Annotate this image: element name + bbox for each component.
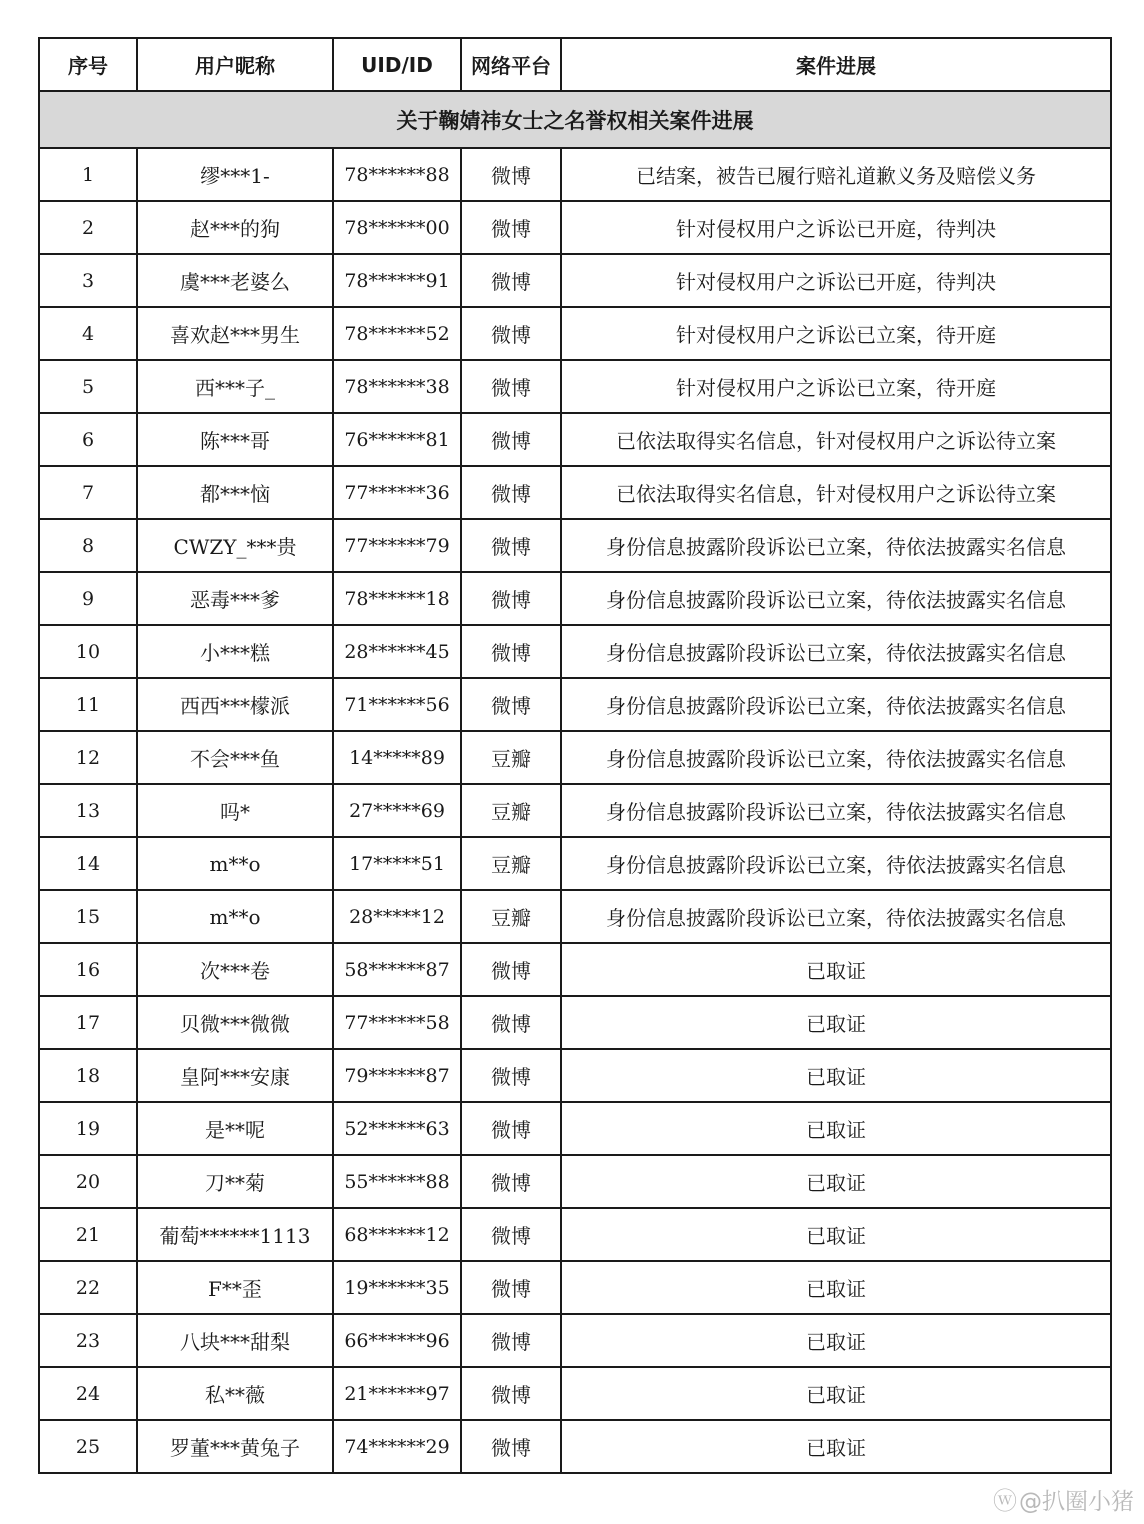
cell-uid: 58******87 — [333, 943, 461, 996]
table-title: 关于鞠婧祎女士之名誉权相关案件进展 — [39, 91, 1111, 148]
table-row — [39, 572, 1111, 625]
cell-platform: 微博 — [461, 1367, 561, 1420]
cell-uid: 28******45 — [333, 625, 461, 678]
table-row — [39, 678, 1111, 731]
cell-platform: 微博 — [461, 1420, 561, 1473]
cell-progress: 已取证 — [561, 1420, 1111, 1473]
table-row — [39, 731, 1111, 784]
cell-nickname: 私**薇 — [137, 1367, 333, 1420]
cell-progress: 已取证 — [561, 1049, 1111, 1102]
cell-uid: 76******81 — [333, 413, 461, 466]
cell-uid: 28*****12 — [333, 890, 461, 943]
cell-no: 21 — [39, 1208, 137, 1261]
cell-progress: 已取证 — [561, 943, 1111, 996]
table-row — [39, 360, 1111, 413]
cell-platform: 微博 — [461, 148, 561, 201]
cell-uid: 79******87 — [333, 1049, 461, 1102]
header-no: 序号 — [39, 38, 137, 91]
cell-no: 13 — [39, 784, 137, 837]
cell-progress: 身份信息披露阶段诉讼已立案，待依法披露实名信息 — [561, 572, 1111, 625]
cell-uid: 71******56 — [333, 678, 461, 731]
cell-no: 10 — [39, 625, 137, 678]
cell-progress: 身份信息披露阶段诉讼已立案，待依法披露实名信息 — [561, 731, 1111, 784]
cell-nickname: 皇阿***安康 — [137, 1049, 333, 1102]
cell-progress: 身份信息披露阶段诉讼已立案，待依法披露实名信息 — [561, 784, 1111, 837]
cell-progress: 已取证 — [561, 1261, 1111, 1314]
cell-progress: 已取证 — [561, 1314, 1111, 1367]
table-row — [39, 307, 1111, 360]
cell-platform: 豆瓣 — [461, 837, 561, 890]
cell-no: 23 — [39, 1314, 137, 1367]
cell-no: 15 — [39, 890, 137, 943]
table-row — [39, 148, 1111, 201]
cell-progress: 已取证 — [561, 1102, 1111, 1155]
table-row — [39, 890, 1111, 943]
cell-nickname: 八块***甜梨 — [137, 1314, 333, 1367]
cell-platform: 微博 — [461, 943, 561, 996]
cell-progress: 针对侵权用户之诉讼已立案，待开庭 — [561, 307, 1111, 360]
cell-platform: 微博 — [461, 1208, 561, 1261]
cell-no: 20 — [39, 1155, 137, 1208]
cell-no: 19 — [39, 1102, 137, 1155]
cell-platform: 微博 — [461, 1102, 561, 1155]
cell-nickname: 小***糕 — [137, 625, 333, 678]
cell-platform: 微博 — [461, 466, 561, 519]
cell-no: 7 — [39, 466, 137, 519]
cell-platform: 微博 — [461, 625, 561, 678]
cell-no: 22 — [39, 1261, 137, 1314]
table-header — [39, 38, 1111, 91]
case-progress-table — [38, 37, 1112, 1474]
cell-platform: 微博 — [461, 307, 561, 360]
cell-progress: 针对侵权用户之诉讼已开庭，待判决 — [561, 201, 1111, 254]
cell-platform: 豆瓣 — [461, 784, 561, 837]
cell-platform: 微博 — [461, 996, 561, 1049]
cell-uid: 17*****51 — [333, 837, 461, 890]
cell-no: 4 — [39, 307, 137, 360]
cell-nickname: F**歪 — [137, 1261, 333, 1314]
cell-progress: 身份信息披露阶段诉讼已立案，待依法披露实名信息 — [561, 837, 1111, 890]
cell-no: 16 — [39, 943, 137, 996]
table-row — [39, 466, 1111, 519]
table-row — [39, 784, 1111, 837]
cell-platform: 微博 — [461, 201, 561, 254]
cell-nickname: 贝微***微微 — [137, 996, 333, 1049]
table-row — [39, 1420, 1111, 1473]
cell-platform: 微博 — [461, 1314, 561, 1367]
cell-nickname: m**o — [137, 837, 333, 890]
cell-no: 5 — [39, 360, 137, 413]
table-row — [39, 996, 1111, 1049]
cell-uid: 74******29 — [333, 1420, 461, 1473]
cell-nickname: 喜欢赵***男生 — [137, 307, 333, 360]
cell-progress: 身份信息披露阶段诉讼已立案，待依法披露实名信息 — [561, 519, 1111, 572]
cell-nickname: 西***子_ — [137, 360, 333, 413]
cell-no: 17 — [39, 996, 137, 1049]
cell-uid: 78******18 — [333, 572, 461, 625]
table-row — [39, 1261, 1111, 1314]
cell-progress: 针对侵权用户之诉讼已开庭，待判决 — [561, 254, 1111, 307]
cell-progress: 针对侵权用户之诉讼已立案，待开庭 — [561, 360, 1111, 413]
cell-uid: 52******63 — [333, 1102, 461, 1155]
header-progress: 案件进展 — [561, 38, 1111, 91]
cell-nickname: m**o — [137, 890, 333, 943]
table-row — [39, 519, 1111, 572]
cell-nickname: 是**呢 — [137, 1102, 333, 1155]
cell-nickname: 虞***老婆么 — [137, 254, 333, 307]
header-uid: UID/ID — [333, 38, 461, 91]
cell-uid: 78******38 — [333, 360, 461, 413]
cell-platform: 豆瓣 — [461, 890, 561, 943]
cell-progress: 身份信息披露阶段诉讼已立案，待依法披露实名信息 — [561, 625, 1111, 678]
cell-nickname: 次***卷 — [137, 943, 333, 996]
cell-uid: 78******52 — [333, 307, 461, 360]
cell-progress: 已依法取得实名信息，针对侵权用户之诉讼待立案 — [561, 413, 1111, 466]
header-nickname: 用户昵称 — [137, 38, 333, 91]
table-row — [39, 1102, 1111, 1155]
table-row — [39, 1155, 1111, 1208]
cell-nickname: 恶毒***爹 — [137, 572, 333, 625]
cell-platform: 微博 — [461, 360, 561, 413]
table-row — [39, 837, 1111, 890]
cell-platform: 微博 — [461, 519, 561, 572]
cell-uid: 14*****89 — [333, 731, 461, 784]
cell-uid: 77******36 — [333, 466, 461, 519]
cell-platform: 微博 — [461, 678, 561, 731]
cell-platform: 微博 — [461, 254, 561, 307]
cell-no: 25 — [39, 1420, 137, 1473]
table-row — [39, 254, 1111, 307]
table-row — [39, 943, 1111, 996]
cell-uid: 78******88 — [333, 148, 461, 201]
table-row — [39, 625, 1111, 678]
cell-progress: 已取证 — [561, 1208, 1111, 1261]
cell-platform: 豆瓣 — [461, 731, 561, 784]
cell-platform: 微博 — [461, 1049, 561, 1102]
cell-nickname: 吗* — [137, 784, 333, 837]
cell-uid: 78******00 — [333, 201, 461, 254]
cell-progress: 已取证 — [561, 1367, 1111, 1420]
cell-uid: 19******35 — [333, 1261, 461, 1314]
cell-uid: 66******96 — [333, 1314, 461, 1367]
table-row — [39, 413, 1111, 466]
cell-no: 14 — [39, 837, 137, 890]
cell-nickname: 缪***1- — [137, 148, 333, 201]
cell-progress: 已取证 — [561, 996, 1111, 1049]
cell-no: 24 — [39, 1367, 137, 1420]
cell-platform: 微博 — [461, 1261, 561, 1314]
cell-no: 6 — [39, 413, 137, 466]
cell-progress: 已结案，被告已履行赔礼道歉义务及赔偿义务 — [561, 148, 1111, 201]
cell-nickname: 刀**菊 — [137, 1155, 333, 1208]
table-row — [39, 1049, 1111, 1102]
table-row — [39, 201, 1111, 254]
table-body — [39, 148, 1111, 1473]
cell-no: 2 — [39, 201, 137, 254]
cell-no: 11 — [39, 678, 137, 731]
cell-no: 1 — [39, 148, 137, 201]
cell-no: 18 — [39, 1049, 137, 1102]
cell-no: 8 — [39, 519, 137, 572]
cell-nickname: 赵***的狗 — [137, 201, 333, 254]
cell-progress: 已依法取得实名信息，针对侵权用户之诉讼待立案 — [561, 466, 1111, 519]
title-row — [39, 91, 1111, 148]
cell-no: 9 — [39, 572, 137, 625]
table-row — [39, 1208, 1111, 1261]
cell-nickname: 陈***哥 — [137, 413, 333, 466]
table-title-section — [39, 91, 1111, 148]
cell-nickname: 西西***檬派 — [137, 678, 333, 731]
cell-uid: 78******91 — [333, 254, 461, 307]
table-row — [39, 1314, 1111, 1367]
weibo-logo-icon: ⓦ — [993, 1487, 1017, 1515]
cell-uid: 55******88 — [333, 1155, 461, 1208]
cell-platform: 微博 — [461, 572, 561, 625]
watermark-text: @扒圈小猪 — [1019, 1489, 1134, 1515]
cell-uid: 21******97 — [333, 1367, 461, 1420]
cell-nickname: 都***恼 — [137, 466, 333, 519]
cell-uid: 27*****69 — [333, 784, 461, 837]
cell-progress: 身份信息披露阶段诉讼已立案，待依法披露实名信息 — [561, 890, 1111, 943]
cell-nickname: 葡萄******1113 — [137, 1208, 333, 1261]
cell-nickname: 不会***鱼 — [137, 731, 333, 784]
cell-nickname: CWZY_***贵 — [137, 519, 333, 572]
watermark — [993, 1481, 1134, 1516]
cell-platform: 微博 — [461, 1155, 561, 1208]
header-row — [39, 38, 1111, 91]
header-platform: 网络平台 — [461, 38, 561, 91]
cell-nickname: 罗董***黄兔子 — [137, 1420, 333, 1473]
cell-uid: 68******12 — [333, 1208, 461, 1261]
table-row — [39, 1367, 1111, 1420]
cell-uid: 77******79 — [333, 519, 461, 572]
cell-progress: 已取证 — [561, 1155, 1111, 1208]
cell-progress: 身份信息披露阶段诉讼已立案，待依法披露实名信息 — [561, 678, 1111, 731]
cell-uid: 77******58 — [333, 996, 461, 1049]
cell-no: 12 — [39, 731, 137, 784]
cell-platform: 微博 — [461, 413, 561, 466]
cell-no: 3 — [39, 254, 137, 307]
